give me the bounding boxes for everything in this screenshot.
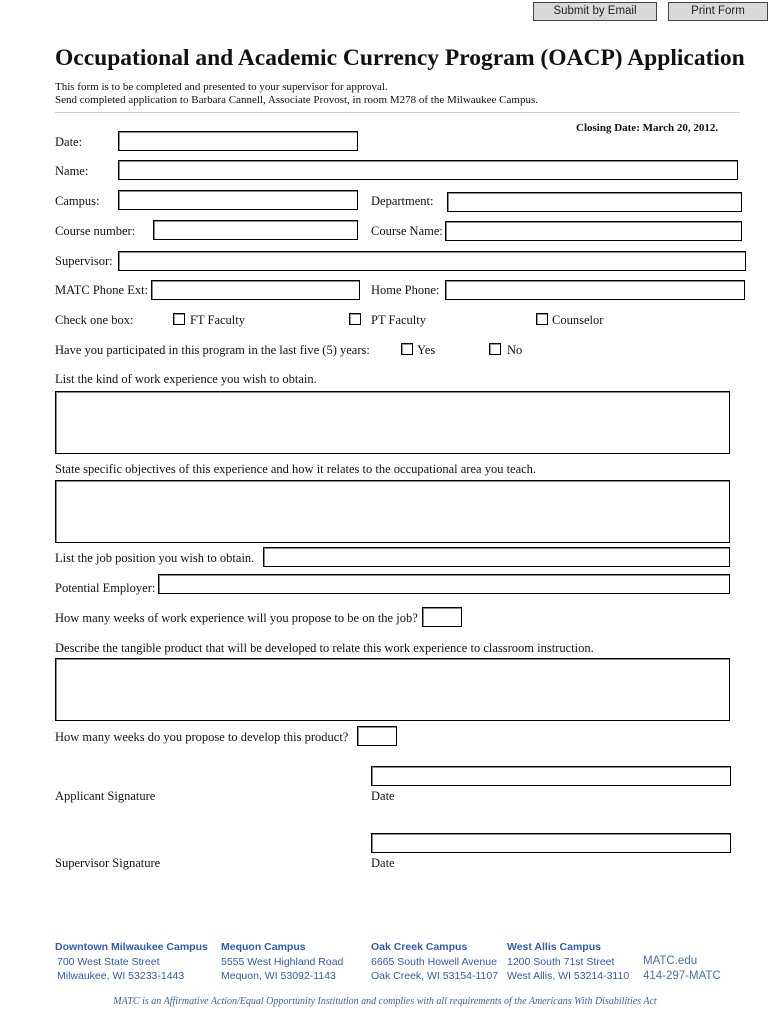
course-number-label: Course number: bbox=[55, 224, 136, 238]
weeks-product-label: How many weeks do you propose to develop this product? bbox=[55, 730, 349, 744]
employer-label: Potential Employer: bbox=[55, 581, 156, 595]
matc-contact bbox=[643, 954, 721, 983]
campus-city: Mequon, WI 53092-1143 bbox=[221, 970, 336, 982]
intro-line-1: This form is to be completed and presented to your supervisor for approval. bbox=[55, 81, 388, 93]
work-experience-textarea[interactable] bbox=[55, 391, 730, 454]
pt-faculty-label: PT Faculty bbox=[371, 313, 426, 327]
product-textarea[interactable] bbox=[55, 658, 730, 721]
objectives-label: State specific objectives of this experience and how it relates to the occupational area you teach. bbox=[55, 462, 537, 476]
weeks-product-field[interactable] bbox=[357, 726, 397, 746]
yes-label: Yes bbox=[417, 343, 436, 357]
weeks-job-field[interactable] bbox=[422, 607, 462, 627]
supervisor-field[interactable] bbox=[118, 251, 746, 271]
matc-phone: 414-297-MATC bbox=[643, 969, 721, 982]
campus-downtown bbox=[55, 940, 208, 984]
check-one-label: Check one box: bbox=[55, 313, 134, 327]
campus-name: Mequon Campus bbox=[221, 941, 306, 953]
participated-no-checkbox[interactable] bbox=[489, 343, 501, 355]
name-label: Name: bbox=[55, 164, 89, 178]
counselor-checkbox[interactable] bbox=[536, 313, 548, 325]
campus-city: Oak Creek, WI 53154-1107 bbox=[371, 970, 499, 982]
name-field[interactable] bbox=[118, 160, 738, 180]
participated-label: Have you participated in this program in the last five (5) years: bbox=[55, 343, 370, 357]
product-label: Describe the tangible product that will be developed to relate this work experience to classroom instruction. bbox=[55, 641, 594, 655]
campus-street: 5555 West Highland Road bbox=[221, 955, 344, 968]
work-experience-label: List the kind of work experience you wish to obtain. bbox=[55, 372, 317, 386]
page-title: Occupational and Academic Currency Program (OACP) Application bbox=[55, 45, 745, 71]
home-phone-field[interactable] bbox=[445, 280, 745, 300]
campus-mequon bbox=[221, 940, 343, 984]
campus-name: Downtown Milwaukee Campus bbox=[55, 941, 208, 953]
divider bbox=[55, 112, 740, 113]
campus-city: West Allis, WI 53214-3110 bbox=[507, 970, 630, 982]
course-number-field[interactable] bbox=[153, 220, 358, 240]
intro-line-2: Send completed application to Barbara Cannell, Associate Provost, in room M278 of the Milwaukee Campus. bbox=[55, 94, 538, 106]
date-field[interactable] bbox=[118, 131, 358, 151]
supervisor-date-field[interactable] bbox=[371, 833, 731, 853]
campus-city: Milwaukee, WI 53233-1443 bbox=[57, 970, 185, 982]
print-form-button[interactable]: Print Form bbox=[668, 2, 768, 21]
supervisor-date-label: Date bbox=[371, 856, 395, 870]
phone-ext-label: MATC Phone Ext: bbox=[55, 283, 149, 297]
campus-street: 6665 South Howell Avenue bbox=[371, 955, 497, 968]
campus-west-allis bbox=[507, 940, 629, 984]
applicant-signature-label: Applicant Signature bbox=[55, 789, 156, 803]
employer-field[interactable] bbox=[158, 574, 730, 594]
matc-website: MATC.edu bbox=[643, 955, 698, 967]
course-name-field[interactable] bbox=[445, 221, 742, 241]
objectives-textarea[interactable] bbox=[55, 480, 730, 543]
campus-oak-creek bbox=[371, 940, 498, 984]
submit-by-email-button[interactable]: Submit by Email bbox=[533, 2, 657, 21]
campus-name: Oak Creek Campus bbox=[371, 941, 468, 953]
supervisor-label: Supervisor: bbox=[55, 254, 113, 268]
ft-faculty-label: FT Faculty bbox=[190, 313, 245, 327]
department-label: Department: bbox=[371, 194, 434, 208]
job-position-label: List the job position you wish to obtain. bbox=[55, 551, 255, 565]
applicant-date-label: Date bbox=[371, 789, 395, 803]
applicant-date-field[interactable] bbox=[371, 766, 731, 786]
supervisor-signature-label: Supervisor Signature bbox=[55, 856, 161, 870]
job-position-field[interactable] bbox=[263, 547, 730, 567]
phone-ext-field[interactable] bbox=[151, 280, 360, 300]
no-label: No bbox=[507, 343, 523, 357]
campus-name: West Allis Campus bbox=[507, 941, 601, 953]
date-label: Date: bbox=[55, 135, 83, 149]
campus-street: 700 West State Street bbox=[57, 955, 160, 968]
home-phone-label: Home Phone: bbox=[371, 283, 440, 297]
campus-field[interactable] bbox=[118, 190, 358, 210]
closing-date: Closing Date: March 20, 2012. bbox=[576, 122, 719, 134]
pt-faculty-checkbox[interactable] bbox=[349, 313, 361, 325]
participated-yes-checkbox[interactable] bbox=[401, 343, 413, 355]
course-name-label: Course Name: bbox=[371, 224, 443, 238]
department-field[interactable] bbox=[447, 192, 742, 212]
footer-statement: MATC is an Affirmative Action/Equal Opportunity Institution and complies with all requirements of the Americans With Disabilities Act bbox=[113, 996, 657, 1007]
campus-label: Campus: bbox=[55, 194, 100, 208]
weeks-job-label: How many weeks of work experience will you propose to be on the job? bbox=[55, 611, 418, 625]
ft-faculty-checkbox[interactable] bbox=[173, 313, 185, 325]
campus-street: 1200 South 71st Street bbox=[507, 955, 615, 968]
counselor-label: Counselor bbox=[552, 313, 604, 327]
